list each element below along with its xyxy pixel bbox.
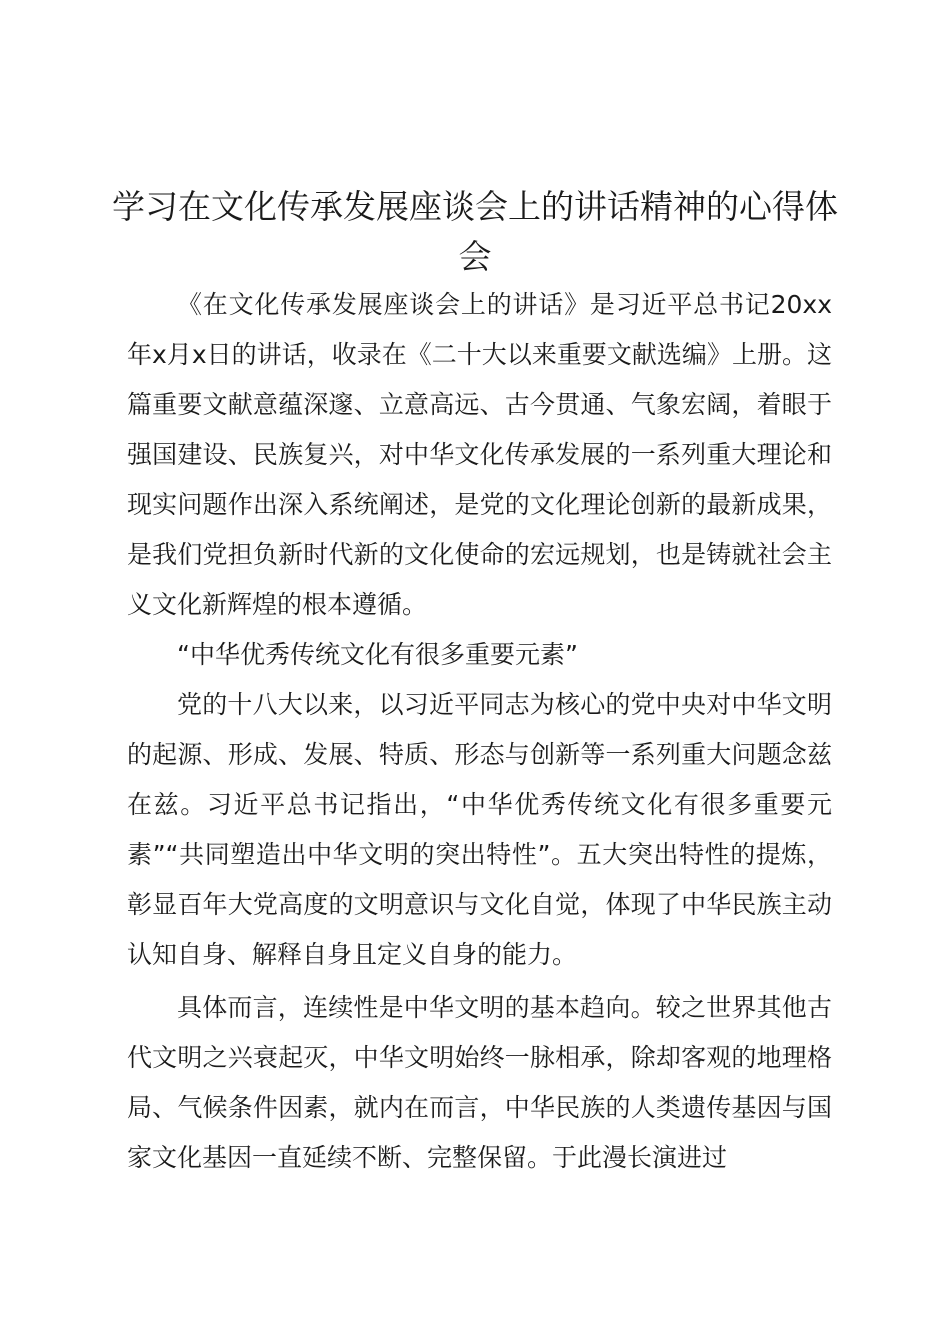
document-body: [127, 280, 832, 1183]
paragraph-intro: 《在文化传承发展座谈会上的讲话》是习近平总书记20xx年x月x日的讲话，收录在《二十大以来重要文献选编》上册。这篇重要文献意蕴深邃、立意高远、古今贯通、气象宏阔，着眼于强国建设、民族复兴，对中华文化传承发展的一系列重大理论和现实问题作出深入系统阐述，是党的文化理论创新的最新成果，是我们党担负新时代新的文化使命的宏远规划，也是铸就社会主义文化新辉煌的根本遵循。: [127, 290, 832, 619]
section-heading: “中华优秀传统文化有很多重要元素”: [177, 640, 578, 669]
paragraph-characteristics: 党的十八大以来，以习近平同志为核心的党中央对中华文明的起源、形成、发展、特质、形态与创新等一系列重大问题念兹在兹。习近平总书记指出，“中华优秀传统文化有很多重要元素”“共同塑造出中华文明的突出特性”。五大突出特性的提炼，彰显百年大党高度的文明意识与文化自觉，体现了中华民族主动认知自身、解释自身且定义自身的能力。: [127, 690, 832, 969]
paragraph-continuity: 具体而言，连续性是中华文明的基本趋向。较之世界其他古代文明之兴衰起灭，中华文明始终一脉相承，除却客观的地理格局、气候条件因素，就内在而言，中华民族的人类遗传基因与国家文化基因一直延续不断、完整保留。于此漫长演进过: [127, 993, 832, 1172]
document-title: 学习在文化传承发展座谈会上的讲话精神的心得体会: [112, 187, 838, 276]
